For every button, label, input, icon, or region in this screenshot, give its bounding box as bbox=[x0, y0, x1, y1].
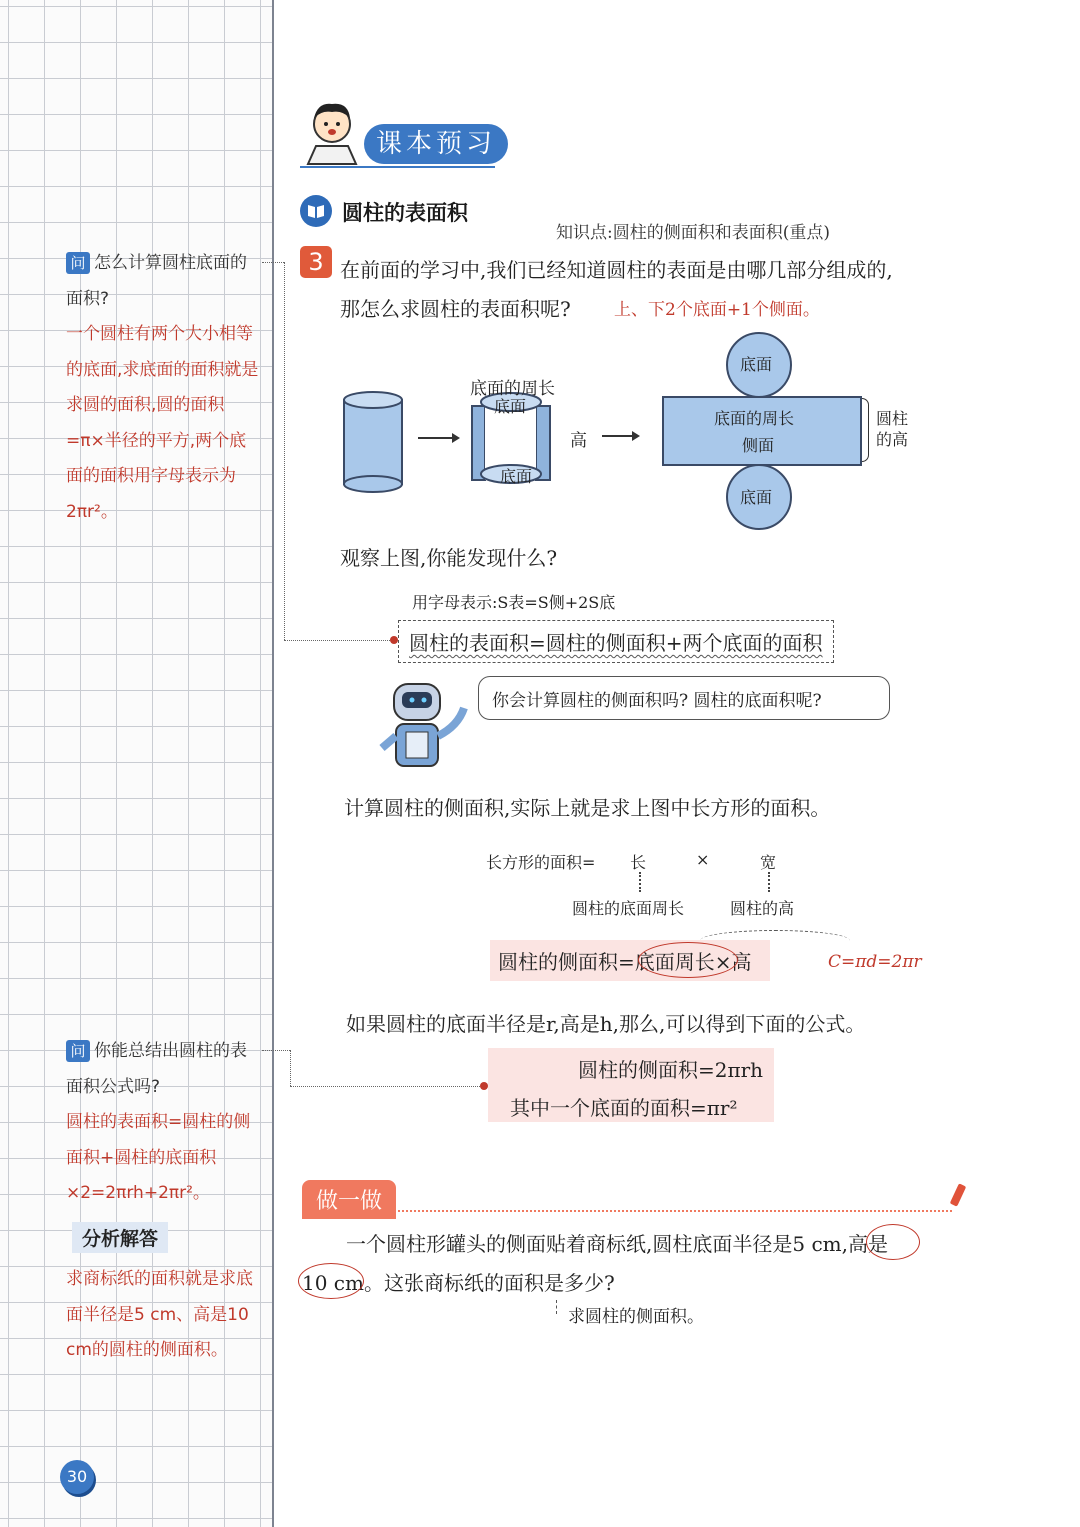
page-number: 30 bbox=[60, 1460, 94, 1494]
times-sign: × bbox=[696, 850, 710, 869]
topic-title: 圆柱的表面积 bbox=[342, 201, 468, 225]
connector-line bbox=[290, 1086, 484, 1087]
lateral-formula: 圆柱的侧面积=底面周长×高 bbox=[490, 940, 770, 981]
dotted-arrow bbox=[700, 930, 850, 951]
observe-question: 观察上图,你能发现什么? bbox=[340, 546, 558, 570]
lateral-formula-2: 圆柱的侧面积=2πrh bbox=[578, 1058, 764, 1082]
top-base-label: 底面 bbox=[494, 397, 527, 416]
connector-line bbox=[284, 640, 394, 641]
dotted-link bbox=[639, 872, 641, 892]
connector-dot bbox=[390, 636, 398, 644]
margin-question-2 bbox=[66, 1034, 261, 1212]
robot-mascot-icon bbox=[372, 678, 482, 778]
height-label: 高 bbox=[570, 431, 587, 451]
net-top-circle-label: 底面 bbox=[740, 355, 773, 374]
connector-line bbox=[284, 262, 285, 640]
net-rect-line-2: 侧面 bbox=[742, 436, 775, 455]
lateral-text: 计算圆柱的侧面积,实际上就是求上图中长方形的面积。 bbox=[344, 796, 831, 820]
practice-line-1: 一个圆柱形罐头的侧面贴着商标纸,圆柱底面半径是5 cm,高是 bbox=[346, 1232, 888, 1256]
surface-area-formula-box bbox=[398, 620, 834, 663]
base-area-formula: 其中一个底面的面积=πr² bbox=[510, 1096, 738, 1120]
margin-answer-2: 圆柱的表面积=圆柱的侧面积+圆柱的底面积×2=2πrh+2πr²。 bbox=[66, 1112, 251, 1203]
circumference-formula: C=πd=2πr bbox=[828, 952, 922, 972]
length-label: 长 bbox=[630, 853, 647, 872]
book-icon bbox=[300, 195, 332, 227]
net-rect-line-1: 底面的周长 bbox=[714, 409, 795, 428]
cyl-height-label-1: 圆柱 bbox=[876, 409, 909, 428]
section-badge: 课本预习 bbox=[364, 124, 508, 164]
length-is-label: 圆柱的底面周长 bbox=[572, 899, 685, 918]
practice-hint: 求圆柱的侧面积。 bbox=[568, 1307, 704, 1327]
dotted-link bbox=[768, 872, 770, 892]
question-badge: 问 bbox=[66, 1040, 90, 1062]
margin-answer-1: 一个圆柱有两个大小相等的底面,求底面的面积就是求圆的面积,圆的面积=π×半径的平方,两个底面的面积用字母表示为2πr²。 bbox=[66, 324, 259, 522]
practice-title: 做一做 bbox=[302, 1180, 396, 1219]
example-line-2: 那怎么求圆柱的表面积呢? bbox=[340, 297, 571, 321]
radius-text: 如果圆柱的底面半径是r,高是h,那么,可以得到下面的公式。 bbox=[346, 1012, 866, 1036]
question-badge: 问 bbox=[66, 252, 90, 274]
connector-line bbox=[262, 262, 284, 263]
example-hint: 上、下2个底面+1个侧面。 bbox=[614, 300, 820, 320]
header-underline bbox=[300, 166, 495, 168]
analysis-title: 分析解答 bbox=[72, 1222, 168, 1253]
example-number: 3 bbox=[300, 246, 332, 278]
width-label: 宽 bbox=[760, 853, 777, 872]
height-brace bbox=[862, 398, 869, 462]
connector-dot bbox=[480, 1082, 488, 1090]
connector-line bbox=[290, 1050, 291, 1086]
width-is-label: 圆柱的高 bbox=[730, 899, 795, 918]
letter-formula: 用字母表示:S表=S侧+2S底 bbox=[412, 593, 616, 612]
connector-line bbox=[262, 1050, 290, 1051]
practice-divider bbox=[302, 1210, 952, 1212]
margin-question-1-text: 怎么计算圆柱底面的面积? bbox=[66, 253, 247, 309]
practice-line-2: 10 cm。这张商标纸的面积是多少? bbox=[302, 1271, 615, 1295]
boy-mascot-icon bbox=[298, 98, 368, 168]
cyl-height-label-2: 的高 bbox=[876, 430, 909, 449]
robot-speech: 你会计算圆柱的侧面积吗? 圆柱的底面积呢? bbox=[492, 691, 822, 711]
knowledge-note: 知识点:圆柱的侧面积和表面积(重点) bbox=[556, 223, 830, 243]
example-line-1: 在前面的学习中,我们已经知道圆柱的表面是由哪几部分组成的, bbox=[340, 258, 893, 282]
margin-question-1 bbox=[66, 246, 261, 530]
circle-highlight bbox=[298, 1263, 364, 1299]
rect-area-label: 长方形的面积= bbox=[486, 853, 596, 872]
pencil-icon bbox=[950, 1183, 967, 1206]
net-bottom-circle-label: 底面 bbox=[740, 488, 773, 507]
dotted-arrow bbox=[556, 1300, 557, 1314]
margin-question-2-text: 你能总结出圆柱的表面积公式吗? bbox=[66, 1041, 247, 1097]
circle-highlight bbox=[866, 1224, 920, 1260]
bottom-base-label: 底面 bbox=[500, 467, 533, 486]
analysis-text: 求商标纸的面积就是求底面半径是5 cm、高是10 cm的圆柱的侧面积。 bbox=[66, 1269, 253, 1360]
surface-area-formula: 圆柱的表面积=圆柱的侧面积+两个底面的面积 bbox=[409, 631, 823, 655]
perimeter-label: 底面的周长 bbox=[470, 379, 555, 399]
